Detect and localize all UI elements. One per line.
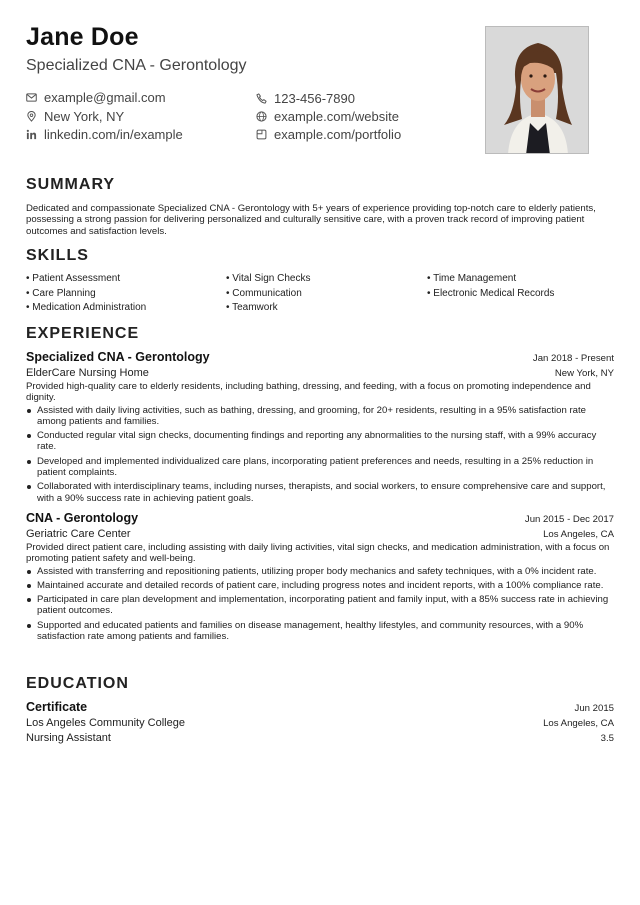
job-entry <box>26 511 614 642</box>
job-entry <box>26 350 614 504</box>
contact-portfolio-text: example.com/portfolio <box>274 126 402 142</box>
skill-item: • Care Planning <box>26 288 96 299</box>
experience-title: EXPERIENCE <box>26 325 140 342</box>
name-heading: Jane Doe <box>26 23 139 51</box>
headline: Specialized CNA - Gerontology <box>26 57 247 74</box>
education-location: Los Angeles, CA <box>543 718 614 729</box>
bullet-item: Collaborated with interdisciplinary teams, including nurses, therapists, and social workers, to ensure comprehensive care and support, with a 90% success rate in achieving patient goals. <box>26 481 614 504</box>
skills-section <box>26 246 614 317</box>
education-degree: Certificate <box>26 700 88 714</box>
bullet-item: Assisted with daily living activities, such as bathing, dressing, and grooming, for 20+ residents, resulting in a 95% satisfaction rate among patients and families. <box>26 405 614 428</box>
education-title: EDUCATION <box>26 675 129 692</box>
skill-item: • Electronic Medical Records <box>427 288 555 299</box>
skills-list <box>26 272 614 317</box>
contact-phone-text: 123-456-7890 <box>274 90 355 106</box>
contact-location <box>26 107 124 125</box>
skill-item: • Medication Administration <box>26 302 147 313</box>
summary-section <box>26 175 614 237</box>
contact-location-text: New York, NY <box>44 108 125 124</box>
education-date: Jun 2015 <box>574 703 614 714</box>
job-description: Provided direct patient care, including assisting with daily living activities, vital sign checks, and medication administration, with a focus on promoting patient safety and well-being. <box>26 541 610 565</box>
job-dates: Jan 2018 - Present <box>532 353 614 364</box>
contact-phone[interactable] <box>256 89 355 107</box>
job-role: CNA - Gerontology <box>26 510 139 525</box>
bullet-item: Assisted with transferring and repositioning patients, utilizing proper body mechanics and safety techniques, with a 0% incident rate. <box>26 566 614 577</box>
skill-item: • Teamwork <box>226 302 278 313</box>
job-organization: ElderCare Nursing Home <box>26 367 149 379</box>
job-location: Los Angeles, CA <box>543 528 614 540</box>
job-dates: Jun 2015 - Dec 2017 <box>524 513 614 525</box>
profile-photo <box>485 26 589 154</box>
globe-icon <box>256 111 267 122</box>
education-gpa: 3.5 <box>600 733 614 744</box>
mail-icon <box>26 92 37 103</box>
skills-title: SKILLS <box>26 247 89 264</box>
skill-item: • Vital Sign Checks <box>226 273 311 284</box>
bullet-item: Conducted regular vital sign checks, documenting findings and reporting any abnormalities to the nursing staff, with a 99% accuracy rate. <box>26 430 614 453</box>
resume-page <box>26 22 614 744</box>
skill-item: • Time Management <box>427 273 517 284</box>
contact-website-text: example.com/website <box>274 108 399 124</box>
job-description: Provided high-quality care to elderly residents, including bathing, dressing, and feeding, with a focus on promoting independence and dignity. <box>26 381 591 404</box>
job-organization: Geriatric Care Center <box>26 527 131 540</box>
contact-email-text: example@gmail.com <box>44 89 166 105</box>
skill-item: • Communication <box>226 288 302 299</box>
bullet-item: Supported and educated patients and families on disease management, healthy lifestyles, and community resources, with a 90% satisfaction rate among patients and families. <box>26 620 614 643</box>
portfolio-icon <box>256 129 267 140</box>
contact-website[interactable] <box>256 107 399 125</box>
phone-icon <box>256 93 267 104</box>
summary-title: SUMMARY <box>26 176 116 193</box>
contact-linkedin[interactable] <box>26 125 183 143</box>
experience-section <box>26 324 614 645</box>
skill-item: • Patient Assessment <box>26 273 121 284</box>
job-location: New York, NY <box>554 368 614 379</box>
summary-text: Dedicated and compassionate Specialized CNA - Gerontology with 5+ years of experience providing top-notch care to elderly patients, possessing a strong passion for delivering personalized and culturally sensitive care, with a proven track record of improving patient outcomes and satisfaction levels. <box>26 203 596 237</box>
linkedin-icon <box>26 129 37 140</box>
education-field: Nursing Assistant <box>26 732 111 744</box>
location-pin-icon <box>26 111 37 122</box>
job-role: Specialized CNA - Gerontology <box>26 350 210 364</box>
contact-email[interactable] <box>26 88 166 106</box>
job-bullets <box>26 405 614 504</box>
job-bullets <box>26 566 614 643</box>
education-section <box>26 674 614 744</box>
bullet-item: Developed and implemented individualized care plans, incorporating patient preferences and needs, resulting in a 25% reduction in patient complaints. <box>26 456 614 479</box>
education-school: Los Angeles Community College <box>26 717 185 729</box>
contact-portfolio[interactable] <box>256 125 401 143</box>
bullet-item: Participated in care plan development and implementation, incorporating patient and family input, with a 85% success rate in achieving patient outcomes. <box>26 594 614 617</box>
contact-linkedin-text: linkedin.com/in/example <box>44 126 183 142</box>
bullet-item: Maintained accurate and detailed records of patient care, including progress notes and incident reports, with a 100% compliance rate. <box>26 580 614 591</box>
